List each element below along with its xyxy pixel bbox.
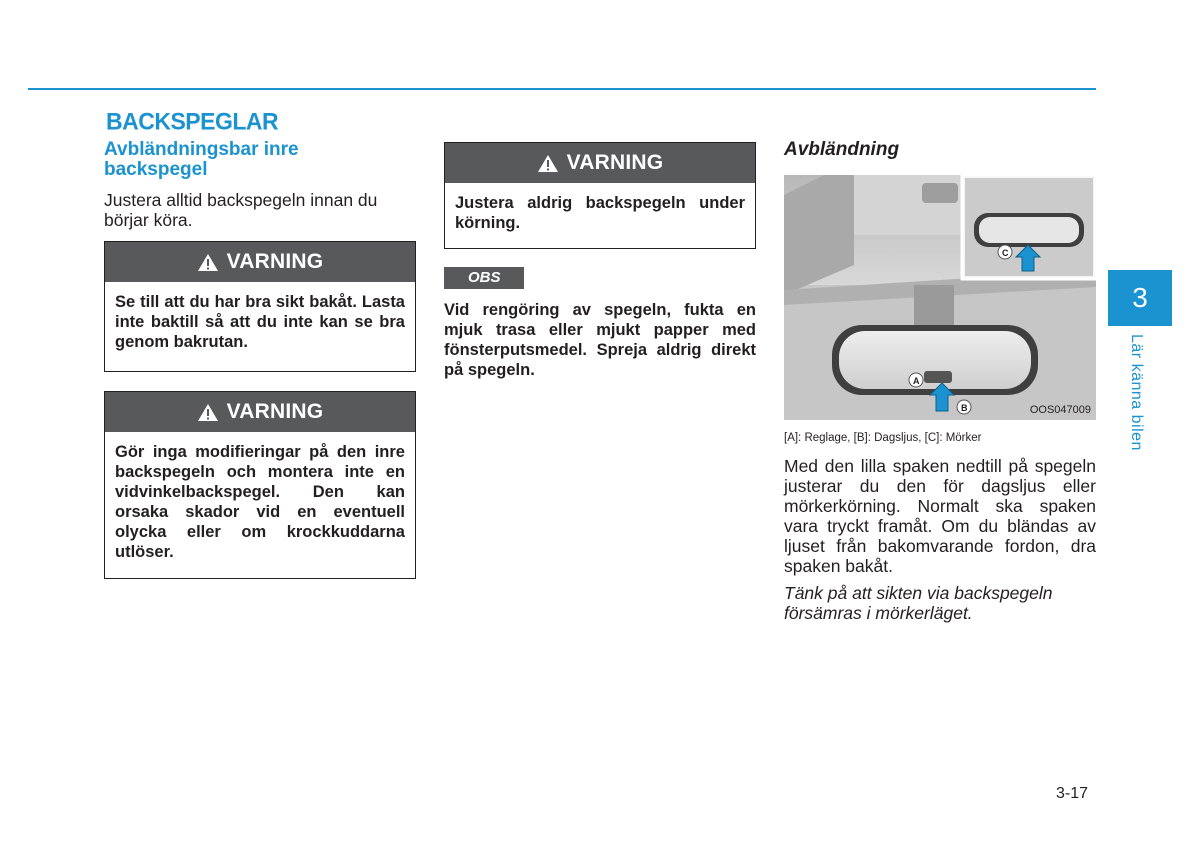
warning-triangle-icon (197, 253, 219, 272)
warning-text-1: Se till att du har bra sikt bakåt. Lasta inte baktill så att du inte kan se bra genom bakrutan. (115, 293, 405, 351)
mirror-figure (784, 175, 1096, 420)
warning-triangle-icon (197, 403, 219, 422)
chapter-tab: 3 (1108, 270, 1172, 326)
warning-header-1 (105, 242, 415, 282)
figure-caption: [A]: Reglage, [B]: Dagsljus, [C]: Mörker (784, 432, 982, 444)
page-number: 3-17 (1056, 785, 1089, 802)
right-heading: Avbländning (784, 139, 900, 160)
warning-text-2: Gör inga modifieringar på den inre backspegeln och montera inte en vidvinkelbackspegel. Den kan orsaka skador vid en eventuell olycka eller om krockkuddarna utlöser. (115, 443, 405, 561)
obs-text: Vid rengöring av spegeln, fukta en mjuk trasa eller mjukt papper med fönsterputsmedel. Spreja aldrig direkt på spegeln. (444, 301, 756, 379)
rearview-mirror-illustration (784, 175, 1096, 420)
obs-label: OBS (444, 267, 524, 289)
right-body-paragraph: Med den lilla spaken nedtill på spegeln justerar du den för dagsljus eller mörkerkörning. Normalt ska spaken vara tryckt framåt. Om du bländas av ljuset från bakomvarande fordon, dra spaken bakåt. (784, 456, 1096, 576)
warning-header-2 (105, 392, 415, 432)
top-rule (28, 88, 1096, 90)
section-title: BACKSPEGLAR (106, 107, 279, 135)
warning-box-3 (444, 142, 756, 249)
warning-title-3: VARNING (566, 151, 664, 174)
warning-title-1: VARNING (226, 250, 324, 273)
warning-title-2: VARNING (226, 400, 324, 423)
warning-header-3 (445, 143, 755, 183)
figure-label-b: B (961, 403, 968, 413)
chapter-label: Lär känna bilen (1128, 334, 1145, 451)
figure-label-a: A (913, 376, 920, 386)
right-italic-note: Tänk på att sikten via backspegeln försämras i mörkerläget. (784, 583, 1053, 623)
intro-paragraph: Justera alltid backspegeln innan du börjar köra. (104, 190, 378, 230)
warning-box-1 (104, 241, 416, 372)
subsection-title: Avbländningsbar inre backspegel (104, 139, 299, 180)
warning-triangle-icon (537, 154, 559, 173)
warning-box-2 (104, 391, 416, 579)
figure-code: OOS047009 (1029, 404, 1091, 416)
warning-text-3: Justera aldrig backspegeln under körning. (455, 194, 745, 232)
figure-label-c: C (1002, 248, 1009, 258)
